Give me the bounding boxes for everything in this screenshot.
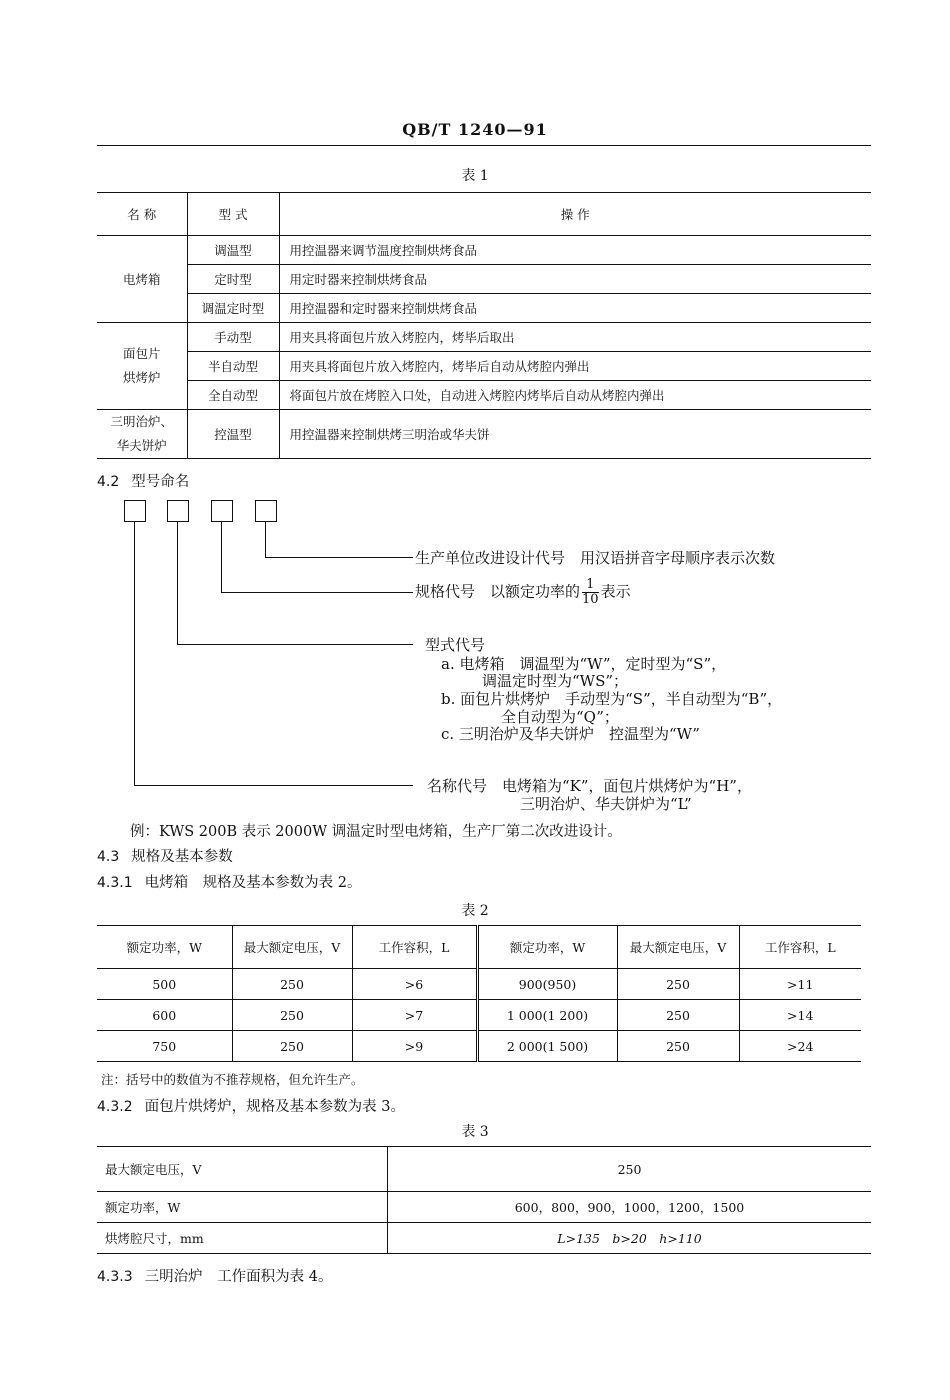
table-row xyxy=(97,236,871,265)
param-name: 最大额定电压，V xyxy=(97,1147,388,1192)
cell: >24 xyxy=(739,1031,861,1062)
leader-vertical xyxy=(177,522,178,644)
table-row xyxy=(97,323,871,352)
table2-note: 注：括号中的数值为不推荐规格，但允许生产。 xyxy=(101,1072,364,1087)
table-row xyxy=(97,1031,861,1062)
cell: 2 000(1 500) xyxy=(477,1031,617,1062)
cell: 250 xyxy=(232,969,352,1000)
table-row xyxy=(97,1223,871,1254)
leader-horizontal xyxy=(134,785,413,786)
code-box-name xyxy=(124,500,146,522)
table-row xyxy=(97,352,871,381)
param-value: 600，800，900，1000，1200，1500 xyxy=(388,1192,872,1223)
section-number: 4.2 xyxy=(97,474,120,490)
header-cell: 最大额定电压，V xyxy=(617,926,739,969)
table-row xyxy=(97,969,861,1000)
table1-header-row xyxy=(97,193,871,236)
table-row xyxy=(97,410,871,459)
table1-caption: 表 1 xyxy=(461,168,489,184)
cell: 750 xyxy=(97,1031,232,1062)
type-cell: 半自动型 xyxy=(187,352,279,381)
param-value: 250 xyxy=(617,1161,642,1177)
cell: 500 xyxy=(97,969,232,1000)
group-name-line2: 华夫饼炉 xyxy=(116,438,167,453)
section-4-3-2 xyxy=(97,1095,405,1116)
spec-code-label xyxy=(415,578,631,607)
table-row xyxy=(97,294,871,323)
table-row xyxy=(97,265,871,294)
section-number: 4.3 xyxy=(97,849,120,865)
section-number: 4.3.2 xyxy=(97,1099,133,1115)
type-code-b2: 全自动型为“Q”； xyxy=(501,708,619,726)
cell: >7 xyxy=(352,1000,477,1031)
cell: >11 xyxy=(739,969,861,1000)
spec-code-text: 规格代号 以额定功率的 xyxy=(415,582,581,601)
cell: 1 000(1 200) xyxy=(477,1000,617,1031)
group-name-line2: 烘烤炉 xyxy=(122,370,161,385)
type-code-title: 型式代号 xyxy=(425,636,486,654)
table-row xyxy=(97,1000,861,1031)
example-text: 例：KWS 200B 表示 2000W 调温定时型电烤箱，生产厂第二次改进设计。 xyxy=(130,824,622,840)
header-op: 操 作 xyxy=(279,193,871,236)
one-tenth-fraction xyxy=(582,578,599,607)
param-name: 烘烤腔尺寸，mm xyxy=(97,1223,388,1254)
spec-code-suffix: 表示 xyxy=(600,582,631,601)
name-code-2: 三明治炉、华夫饼炉为“L” xyxy=(520,795,692,813)
leader-horizontal xyxy=(265,557,413,558)
cell: 900(950) xyxy=(477,969,617,1000)
op-cell: 用定时器来控制烘烤食品 xyxy=(279,265,871,294)
standard-code: QB/T 1240—91 xyxy=(402,120,548,139)
section-title: 面包片烘烤炉，规格及基本参数为表 3。 xyxy=(144,1099,405,1115)
header-cell: 最大额定电压，V xyxy=(232,926,352,969)
op-cell: 用控温器来调节温度控制烘烤食品 xyxy=(279,236,871,265)
table1 xyxy=(97,192,871,459)
header-cell: 工作容积，L xyxy=(352,926,477,969)
header-rule xyxy=(97,145,871,146)
cell: 250 xyxy=(617,1031,739,1062)
header-name: 名 称 xyxy=(97,193,187,236)
cell: 250 xyxy=(232,1000,352,1031)
cell: >14 xyxy=(739,1000,861,1031)
fraction-numerator: 1 xyxy=(582,578,599,593)
cell: 250 xyxy=(232,1031,352,1062)
op-cell: 用夹具将面包片放入烤腔内，烤毕后自动从烤腔内弹出 xyxy=(279,352,871,381)
leader-vertical xyxy=(134,522,135,785)
type-code-a2: 调温定时型为“WS”； xyxy=(482,672,629,690)
group-name-line1: 面包片 xyxy=(122,346,161,361)
type-code-b1: b. 面包片烘烤炉 手动型为“S”，半自动型为“B”， xyxy=(441,690,783,708)
op-cell: 用夹具将面包片放入烤腔内，烤毕后取出 xyxy=(279,323,871,352)
fraction-denominator: 10 xyxy=(582,592,599,607)
header-cell: 工作容积，L xyxy=(739,926,861,969)
type-cell: 手动型 xyxy=(187,323,279,352)
type-cell: 调温定时型 xyxy=(187,294,279,323)
section-title: 电烤箱 规格及基本参数为表 2。 xyxy=(144,875,362,891)
table2-caption: 表 2 xyxy=(461,903,489,919)
cell: >9 xyxy=(352,1031,477,1062)
section-4-3-1 xyxy=(97,871,361,892)
section-4-3 xyxy=(97,845,233,866)
section-4-3-3 xyxy=(97,1265,332,1286)
table2-header-row xyxy=(97,926,861,969)
leader-vertical xyxy=(265,522,266,557)
type-cell: 控温型 xyxy=(187,410,279,459)
group-name xyxy=(97,323,187,410)
table-row xyxy=(97,1147,871,1192)
table-row xyxy=(97,1192,871,1223)
leader-vertical xyxy=(221,522,222,592)
header-cell: 额定功率，W xyxy=(97,926,232,969)
section-title: 规格及基本参数 xyxy=(131,849,233,865)
leader-horizontal xyxy=(221,592,413,593)
table3 xyxy=(97,1146,871,1254)
section-number: 4.3.3 xyxy=(97,1269,133,1285)
header-type: 型 式 xyxy=(187,193,279,236)
section-title: 三明治炉 工作面积为表 4。 xyxy=(144,1269,333,1285)
group-name-line1: 三明治炉、 xyxy=(110,414,173,429)
op-cell: 用控温器和定时器来控制烘烤食品 xyxy=(279,294,871,323)
cell: 250 xyxy=(617,1000,739,1031)
cell: 250 xyxy=(617,969,739,1000)
type-cell: 调温型 xyxy=(187,236,279,265)
code-box-design xyxy=(255,500,277,522)
param-name: 额定功率，W xyxy=(97,1192,388,1223)
table-row xyxy=(97,381,871,410)
type-cell: 全自动型 xyxy=(187,381,279,410)
param-value: L>135 b>20 h>110 xyxy=(388,1223,872,1254)
group-name: 电烤箱 xyxy=(97,236,187,323)
code-box-type xyxy=(167,500,189,522)
leader-horizontal xyxy=(177,644,413,645)
op-cell: 用控温器来控制烘烤三明治或华夫饼 xyxy=(279,410,871,459)
type-code-c: c. 三明治炉及华夫饼炉 控温型为“W” xyxy=(441,725,700,743)
section-number: 4.3.1 xyxy=(97,875,133,891)
type-code-a1: a. 电烤箱 调温型为“W”，定时型为“S”， xyxy=(441,655,727,673)
cell: 600 xyxy=(97,1000,232,1031)
cell: >6 xyxy=(352,969,477,1000)
table2 xyxy=(97,925,861,1062)
op-cell: 将面包片放在烤腔入口处，自动进入烤腔内烤毕后自动从烤腔内弹出 xyxy=(279,381,871,410)
type-cell: 定时型 xyxy=(187,265,279,294)
section-title: 型号命名 xyxy=(131,474,190,490)
name-code-1: 名称代号 电烤箱为“K”，面包片烘烤炉为“H”， xyxy=(427,777,752,795)
table3-caption: 表 3 xyxy=(461,1124,489,1140)
design-code-label: 生产单位改进设计代号 用汉语拼音字母顺序表示次数 xyxy=(415,549,776,567)
code-box-spec xyxy=(211,500,233,522)
header-cell: 额定功率，W xyxy=(477,926,617,969)
section-4-2 xyxy=(97,470,189,491)
group-name xyxy=(97,410,187,459)
